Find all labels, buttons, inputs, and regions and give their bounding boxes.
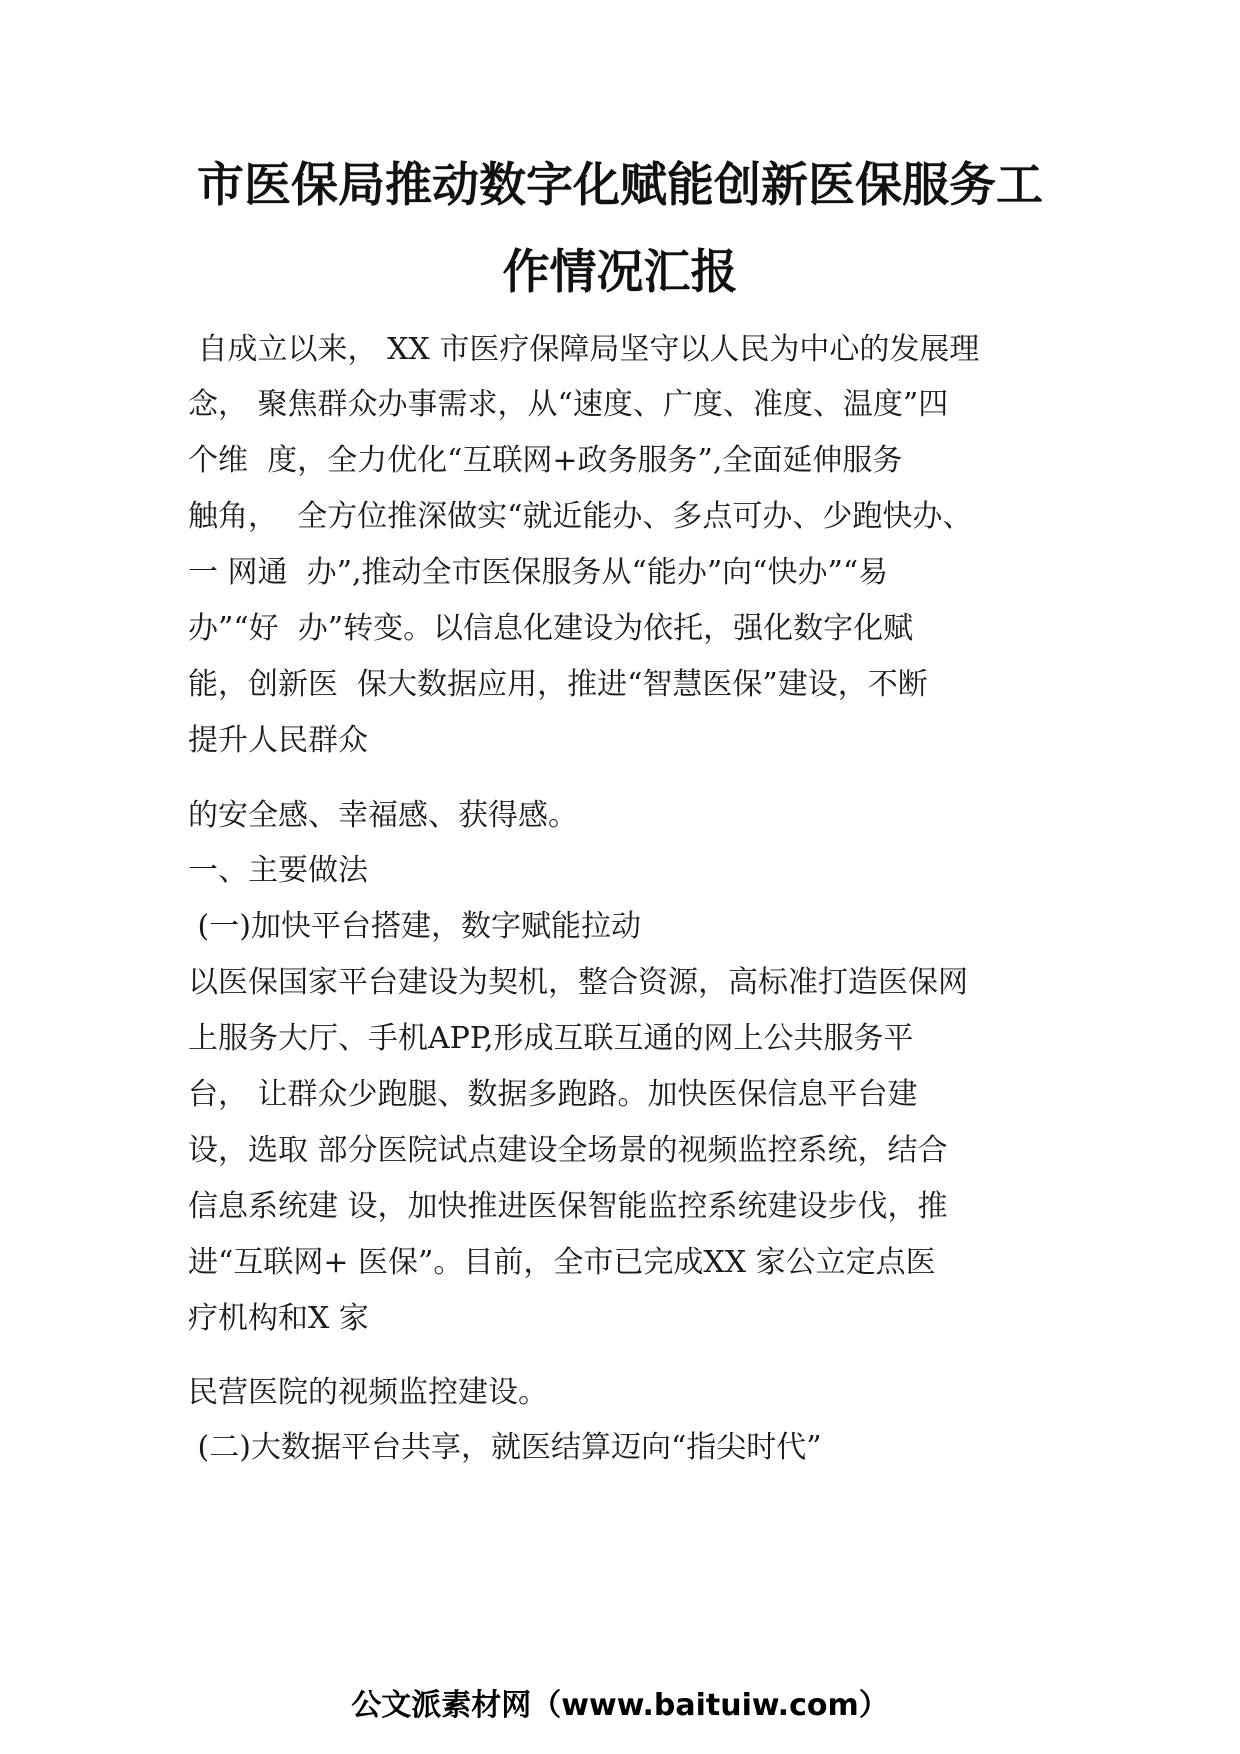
body-line: 能，创新医 保大数据应用，推进“智慧医保”建设，不断 [188, 667, 928, 702]
body-line: 自成立以来， XX 市医疗保障局坚守以人民为中心的发展理 [188, 332, 980, 367]
body-line: 上服务大厅、手机APP,形成互联互通的网上公共服务平 [188, 1021, 914, 1056]
body-line: 一 网通 办”,推动全市医保服务从“能办”向“快办”“易 [188, 555, 889, 590]
body-line: 触角， 全方位推深做实“就近能办、多点可办、少跑快办、 [188, 499, 973, 534]
body-line: 的安全感、幸福感、获得感。 [188, 798, 578, 833]
body-line: 办”“好 办”转变。以信息化建设为依托，强化数字化赋 [188, 611, 914, 646]
footer-watermark: 公文派素材网（www.baituiw.com） [351, 1688, 889, 1723]
body-line: 以医保国家平台建设为契机，整合资源，高标准打造医保网 [188, 965, 968, 1000]
body-line: 提升人民群众 [188, 723, 368, 758]
body-line: 个维 度，全力优化“互联网+政务服务”,全面延伸服务 [188, 443, 903, 478]
body-line: 设，选取 部分医院试点建设全场景的视频监控系统，结合 [188, 1133, 948, 1168]
body-line: 疗机构和X 家 [188, 1301, 369, 1336]
subsection-heading: (一)加快平台搭建，数字赋能拉动 [188, 909, 641, 944]
body-line: 念， 聚焦群众办事需求，从“速度、广度、准度、温度”四 [188, 387, 949, 422]
title-line-2: 作情况汇报 [502, 245, 738, 300]
body-line: 信息系统建 设，加快推进医保智能监控系统建设步伐，推 [188, 1189, 948, 1224]
subsection-heading: (二)大数据平台共享，就医结算迈向“指尖时代” [188, 1430, 822, 1465]
title-line-1: 市医保局推动数字化赋能创新医保服务工 [197, 158, 1043, 213]
body-line: 民营医院的视频监控建设。 [188, 1375, 548, 1410]
body-line: 台， 让群众少跑腿、数据多跑路。加快医保信息平台建 [188, 1077, 918, 1112]
body-line: 进“互联网+ 医保”。目前，全市已完成XX 家公立定点医 [188, 1245, 936, 1280]
section-heading: 一、主要做法 [188, 853, 368, 888]
